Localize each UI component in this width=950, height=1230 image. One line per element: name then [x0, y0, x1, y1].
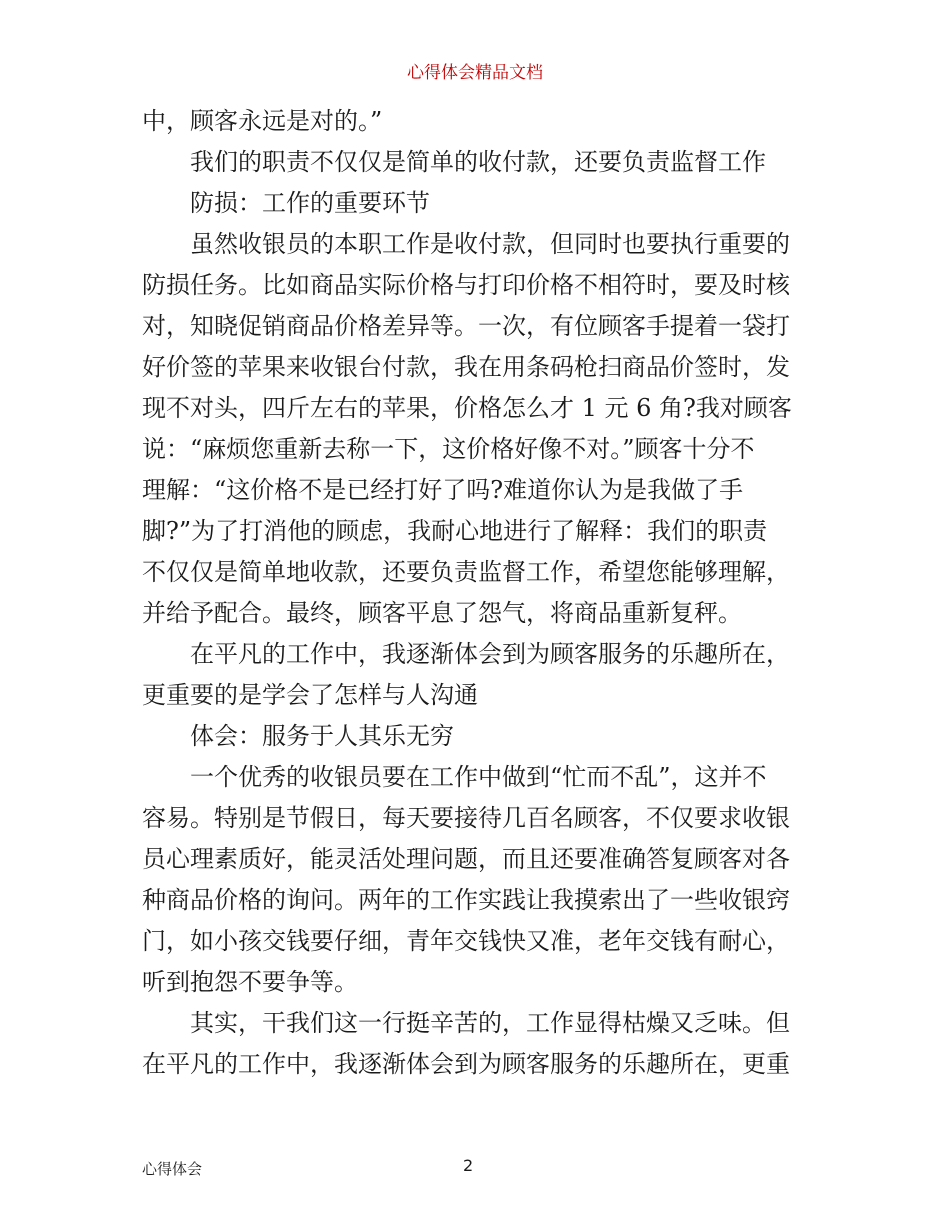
text-line: 现不对头，四斤左右的苹果，价格怎么才 1 元 6 角?我对顾客 [142, 394, 792, 422]
text-line: 理解：“这价格不是已经打好了吗?难道你认为是我做了手 [142, 476, 744, 504]
text-line: 并给予配合。最终，顾客平息了怨气，将商品重新复秤。 [142, 599, 742, 627]
text-line: 在平凡的工作中，我逐渐体会到为顾客服务的乐趣所在，更重 [142, 1050, 790, 1078]
text-line: 对，知晓促销商品价格差异等。一次，有位顾客手提着一袋打 [142, 312, 790, 340]
text-line: 好价签的苹果来收银台付款，我在用条码枪扫商品价签时，发 [142, 353, 790, 381]
text-line: 一个优秀的收银员要在工作中做到“忙而不乱”，这并不 [190, 763, 767, 791]
text-line: 脚?”为了打消他的顾虑，我耐心地进行了解释：我们的职责 [142, 517, 768, 545]
text-line: 在平凡的工作中，我逐渐体会到为顾客服务的乐趣所在， [190, 640, 790, 668]
text-line: 我们的职责不仅仅是简单的收付款，还要负责监督工作 [190, 148, 766, 176]
text-line: 门，如小孩交钱要仔细，青年交钱快又准，老年交钱有耐心， [142, 927, 790, 955]
footer-label: 心得体会 [142, 1160, 203, 1178]
text-line: 不仅仅是简单地收款，还要负责监督工作，希望您能够理解， [142, 558, 790, 586]
text-line: 容易。特别是节假日，每天要接待几百名顾客，不仅要求收银 [142, 804, 790, 832]
text-line: 中，顾客永远是对的。” [142, 107, 383, 135]
text-line: 种商品价格的询问。两年的工作实践让我摸索出了一些收银窍 [142, 886, 790, 914]
text-line: 听到抱怨不要争等。 [142, 968, 358, 996]
text-line: 更重要的是学会了怎样与人沟通 [142, 681, 478, 709]
page-number: 2 [463, 1156, 474, 1175]
text-line: 其实，干我们这一行挺辛苦的，工作显得枯燥又乏味。但 [190, 1009, 790, 1037]
section-heading: 体会：服务于人其乐无穷 [190, 722, 454, 750]
text-line: 虽然收银员的本职工作是收付款，但同时也要执行重要的 [190, 230, 790, 258]
document-header-title: 心得体会精品文档 [407, 63, 543, 83]
text-line: 员心理素质好，能灵活处理问题，而且还要准确答复顾客对各 [142, 845, 790, 873]
section-heading: 防损：工作的重要环节 [190, 189, 430, 217]
document-body [142, 101, 814, 1085]
text-line: 防损任务。比如商品实际价格与打印价格不相符时，要及时核 [142, 271, 790, 299]
text-line: 说：“麻烦您重新去称一下，这价格好像不对。”顾客十分不 [142, 435, 755, 463]
